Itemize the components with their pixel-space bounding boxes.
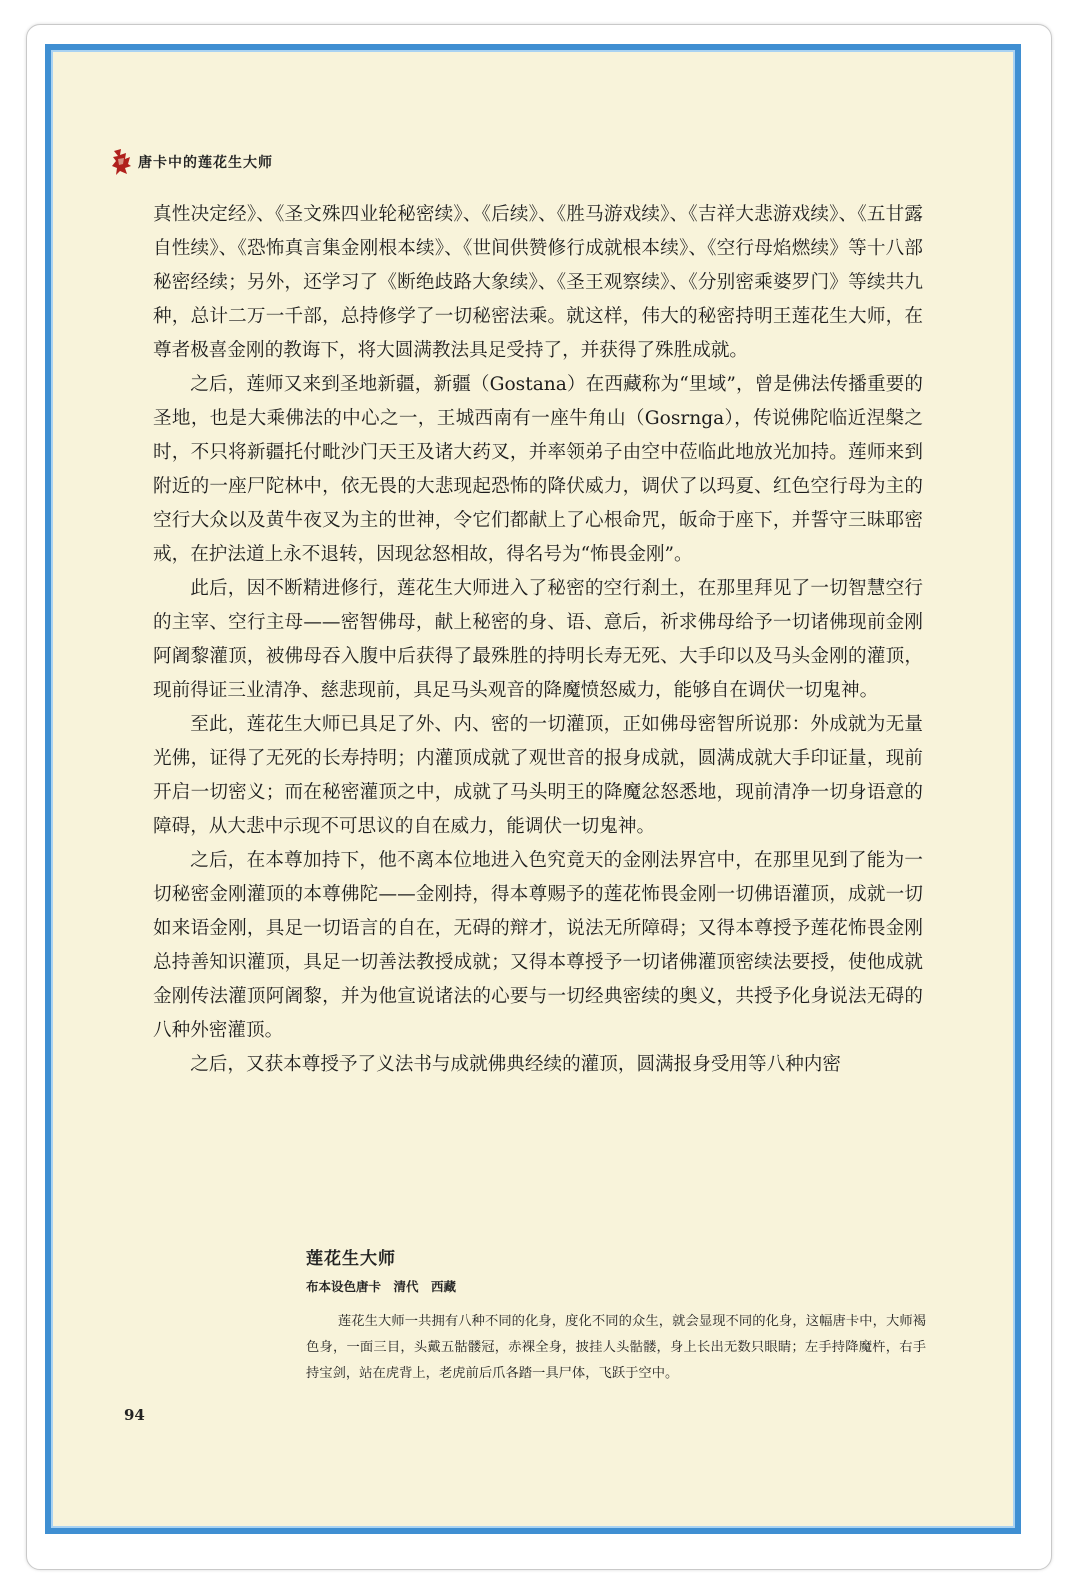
paragraph-1: 真性决定经》、《圣文殊四业轮秘密续》、《后续》、《胜马游戏续》、《吉祥大悲游戏续》、《五甘露自性续》、《恐怖真言集金刚根本续》、《世间供赞修行成就根本续》、《空行母焰燃续》等十八部秘密经续；另外，还学习了《断绝歧路大象续》、《圣王观察续》、《分别密乘婆罗门》等续共九种，总计二万一千部，总持修学了一切秘密法乘。就这样，伟大的秘密持明王莲花生大师，在尊者极喜金刚的教诲下，将大圆满教法具足受持了，并获得了殊胜成就。: [153, 204, 923, 361]
page-number: 94: [124, 1406, 145, 1424]
caption-text: 莲花生大师一共拥有八种不同的化身，度化不同的众生，就会显现不同的化身，这幅唐卡中，大师褐色身，一面三目，头戴五骷髅冠，赤裸全身，披挂人头骷髅，身上长出无数只眼睛；左手持降魔杵，右手持宝剑，站在虎背上，老虎前后爪各踏一具尸体，飞跃于空中。: [306, 1314, 926, 1381]
caption-subtitle: 布本设色唐卡 清代 西藏: [306, 1279, 457, 1294]
paragraph-3: 此后，因不断精进修行，莲花生大师进入了秘密的空行刹土，在那里拜见了一切智慧空行的主宰、空行主母——密智佛母，献上秘密的身、语、意后，祈求佛母给予一切诸佛现前金刚阿阇黎灌顶，被佛母吞入腹中后获得了最殊胜的持明长寿无死、大手印以及马头金刚的灌顶，现前得证三业清净、慈悲现前，具足马头观音的降魔愤怒威力，能够自在调伏一切鬼神。: [153, 578, 923, 701]
paragraph-6: 之后，又获本尊授予了义法书与成就佛典经续的灌顶，圆满报身受用等八种内密: [190, 1054, 841, 1075]
book-page: [53, 52, 1013, 1526]
red-seal-logo-icon: [111, 147, 133, 177]
running-head-title: 唐卡中的莲花生大师: [138, 155, 273, 171]
blue-page-frame: [45, 44, 1021, 1534]
running-head: [111, 147, 273, 177]
image-caption: [306, 1244, 926, 1387]
paragraph-2: 之后，莲师又来到圣地新疆，新疆（Gostana）在西藏称为“里域”，曾是佛法传播重要的圣地，也是大乘佛法的中心之一，王城西南有一座牛角山（Gosrnga），传说佛陀临近涅槃之时，不只将新疆托付毗沙门天王及诸大药叉，并率领弟子由空中莅临此地放光加持。莲师来到附近的一座尸陀林中，依无畏的大悲现起恐怖的降伏威力，调伏了以玛夏、红色空行母为主的空行大众以及黄牛夜叉为主的世神，令它们都献上了心根命咒，皈命于座下，并誓守三昧耶密戒，在护法道上永不退转，因现忿怒相故，得名号为“怖畏金刚”。: [153, 374, 923, 565]
page-frame-inner: [51, 50, 1015, 1528]
caption-title: 莲花生大师: [306, 1249, 396, 1269]
paragraph-5: 之后，在本尊加持下，他不离本位地进入色究竟天的金刚法界宫中，在那里见到了能为一切秘密金刚灌顶的本尊佛陀——金刚持，得本尊赐予的莲花怖畏金刚一切佛语灌顶，成就一切如来语金刚，具足一切语言的自在，无碍的辩才，说法无所障碍；又得本尊授予莲花怖畏金刚总持善知识灌顶，具足一切善法教授成就；又得本尊授予一切诸佛灌顶密续法要授，使他成就金刚传法灌顶阿阇黎，并为他宣说诸法的心要与一切经典密续的奥义，共授予化身说法无碍的八种外密灌顶。: [153, 850, 923, 1041]
paragraph-4: 至此，莲花生大师已具足了外、内、密的一切灌顶，正如佛母密智所说那：外成就为无量光佛，证得了无死的长寿持明；内灌顶成就了观世音的报身成就，圆满成就大手印证量，现前开启一切密义；而在秘密灌顶之中，成就了马头明王的降魔忿怒悉地，现前清净一切身语意的障碍，从大悲中示现不可思议的自在威力，能调伏一切鬼神。: [153, 714, 923, 837]
body-text: [153, 198, 923, 1082]
